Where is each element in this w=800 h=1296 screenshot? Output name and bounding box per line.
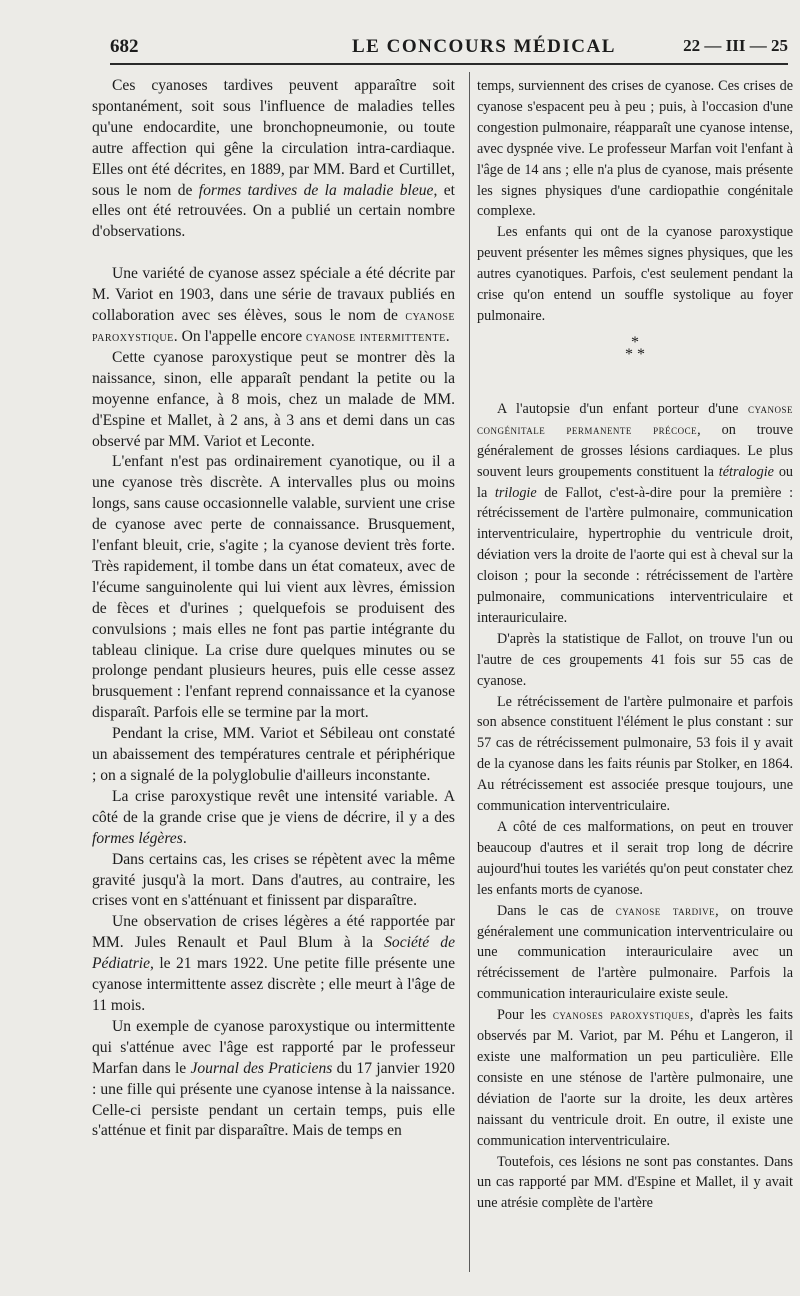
- paragraph: Une observation de crises légères a été rapportée par MM. Jules Renault et Paul Blum à la Société de Pédiatrie, le 21 mars 1922. Une petite fille présente une cyanose intermittente assez discrète ; elle meurt à l'âge de 11 mois.: [92, 913, 455, 1014]
- paragraph: Ces cyanoses tardives peuvent apparaître soit spontanément, soit sous l'influence de maladies telles qu'une endocardite, une bronchopneumonie, ou toute autre affection qui gêne la circulation intra-cardiaque. Elles ont été décrites, en 1889, par MM. Bard et Curtillet, sous le nom de formes tardives de la maladie bleue, et elles ont été retrouvées. On a publié un certain nombre d'observations.: [92, 77, 455, 241]
- paragraph: Dans le cas de cyanose tardive, on trouve généralement une communication interventriculaire ou une communication interauriculaire avec un rétrécissement de l'artère pulmonaire. Parfois la communication interauriculaire existe seule.: [477, 902, 794, 1003]
- paragraph: Pendant la crise, MM. Variot et Sébileau ont constaté un abaissement des températures centrale et périphérique ; on a signalé de la polyglobulie d'ailleurs inconstante.: [92, 725, 455, 784]
- right-column: [477, 76, 793, 1214]
- page-header: [110, 32, 788, 60]
- left-column: [92, 76, 455, 1142]
- paragraph: Toutefois, ces lésions ne sont pas constantes. Dans un cas rapporté par MM. d'Espine et Mallet, il y avait une atrésie complète de l'artère: [477, 1153, 793, 1212]
- paragraph: Cette cyanose paroxystique peut se montrer dès la naissance, sinon, elle apparaît pendant la petite ou la moyenne enfance, à 8 mois, chez un malade de MM. d'Espine et Mallet, à 2 ans, à 3 ans et demi dans un cas observé par MM. Variot et Leconte.: [92, 348, 455, 450]
- paragraph: A l'autopsie d'un enfant porteur d'une cyanose congénitale permanente précoce, on trouve généralement de grosses lésions cardiaques. Le plus souvent leurs groupements constituent la tétralogie ou la trilogie de Fallot, c'est-à-dire pour la première : rétrécissement de l'artère pulmonaire, communication interventriculaire, hypertrophie du ventricule droit, déviation vers la droite de l'aorte qui est à cheval sur la cloison ; pour la seconde : rétrécissement de l'artère pulmonaire, communications interventriculaire et interauriculaire.: [477, 400, 794, 626]
- paragraph: La crise paroxystique revêt une intensité variable. A côté de la grande crise que je viens de décrire, il y a des formes légères.: [92, 787, 455, 847]
- paragraph: Une variété de cyanose assez spéciale a été décrite par M. Variot en 1903, dans une série de travaux publiés en collaboration avec ses élèves, sous le nom de cyanose paroxystique. On l'appelle encore cyanose intermittente.: [92, 265, 455, 345]
- journal-title: LE CONCOURS MÉDICAL: [352, 36, 616, 57]
- paragraph: Les enfants qui ont de la cyanose paroxystique peuvent présenter les mêmes signes physiques, que les autres cyanotiques. Parfois, c'est seulement pendant la crise qu'on entend un souffle systolique au foyer pulmonaire.: [477, 224, 793, 324]
- section-asterism: * * *: [625, 333, 645, 363]
- paragraph: Pour les cyanoses paroxystiques, d'après les faits observés par M. Variot, par M. Péhu et Langeron, il existe une malformation un peu particulière. Elle consiste en une sténose de l'artère pulmonaire, une déviation de l'aorte sur la droite, les deux artères naissant du ventricule droit. En outre, il existe une communication interventriculaire.: [477, 1007, 794, 1149]
- paragraph: L'enfant n'est pas ordinairement cyanotique, ou il a une cyanose très discrète. A intervalles plus ou moins longs, sans cause occasionnelle valable, survient une crise de cyanose avec perte de connaissance. Brusquement, l'enfant bleuit, crie, s'agite ; la cyanose devient très forte. Très rapidement, il tombe dans un état comateux, avec de l'écume sanguinolente qui lui vient aux lèvres, émission de fèces et d'urines ; quelquefois se produisent des convulsions ; mais elles ne font pas partie intégrante du tableau clinique. La crise dure quelques minutes ou se prolonge pendant plusieurs heures, puis elle cesse assez brusquement : l'enfant reprend connaissance et la cyanose disparaît. Parfois elle se termine par la mort.: [92, 453, 455, 722]
- paragraph: Un exemple de cyanose paroxystique ou intermittente qui s'atténue avec l'âge est rapporté par le professeur Marfan dans le Journal des Praticiens du 17 janvier 1920 : une fille qui présente une cyanose intense à la naissance. Celle-ci persiste pendant un certain temps, puis elle s'atténue et finit par disparaître. Mais de temps en: [92, 1017, 455, 1140]
- paragraph: temps, surviennent des crises de cyanose. Ces crises de cyanose s'espacent peu à peu ; puis, à l'occasion d'une congestion pulmonaire, réapparaît une cyanose intense, avec dyspnée vive. Le professeur Marfan voit l'enfant à l'âge de 14 ans ; elle n'a plus de cyanose, mais présente les signes physiques d'une cardiopathie congénitale complexe.: [477, 78, 793, 220]
- paragraph: A côté de ces malformations, on peut en trouver beaucoup d'autres et il serait trop long de décrire aujourd'hui toutes les variétés qu'on peut constater chez les enfants morts de cyanose.: [477, 819, 793, 898]
- paragraph: Dans certains cas, les crises se répètent avec la même gravité jusqu'à la mort. Dans d'autres, au contraire, les crises vont en s'atténuant et finissent par disparaître.: [92, 850, 455, 910]
- paragraph: Le rétrécissement de l'artère pulmonaire et parfois son absence constituent l'élément le plus constant : sur 57 cas de rétrécissement pulmonaire, 53 fois il y avait de la cyanose dans les faits réunis par Stolker, en 1864. Au rétrécissement est associée presque toujours, une communication interventriculaire.: [477, 693, 793, 815]
- paragraph: D'après la statistique de Fallot, on trouve l'un ou l'autre de ces groupements 41 fois sur 55 cas de cyanose.: [477, 630, 793, 689]
- header-rule: [110, 63, 788, 65]
- column-divider: [469, 72, 470, 1272]
- issue-date: 22 — III — 25: [683, 36, 788, 55]
- page-number: 682: [110, 36, 139, 57]
